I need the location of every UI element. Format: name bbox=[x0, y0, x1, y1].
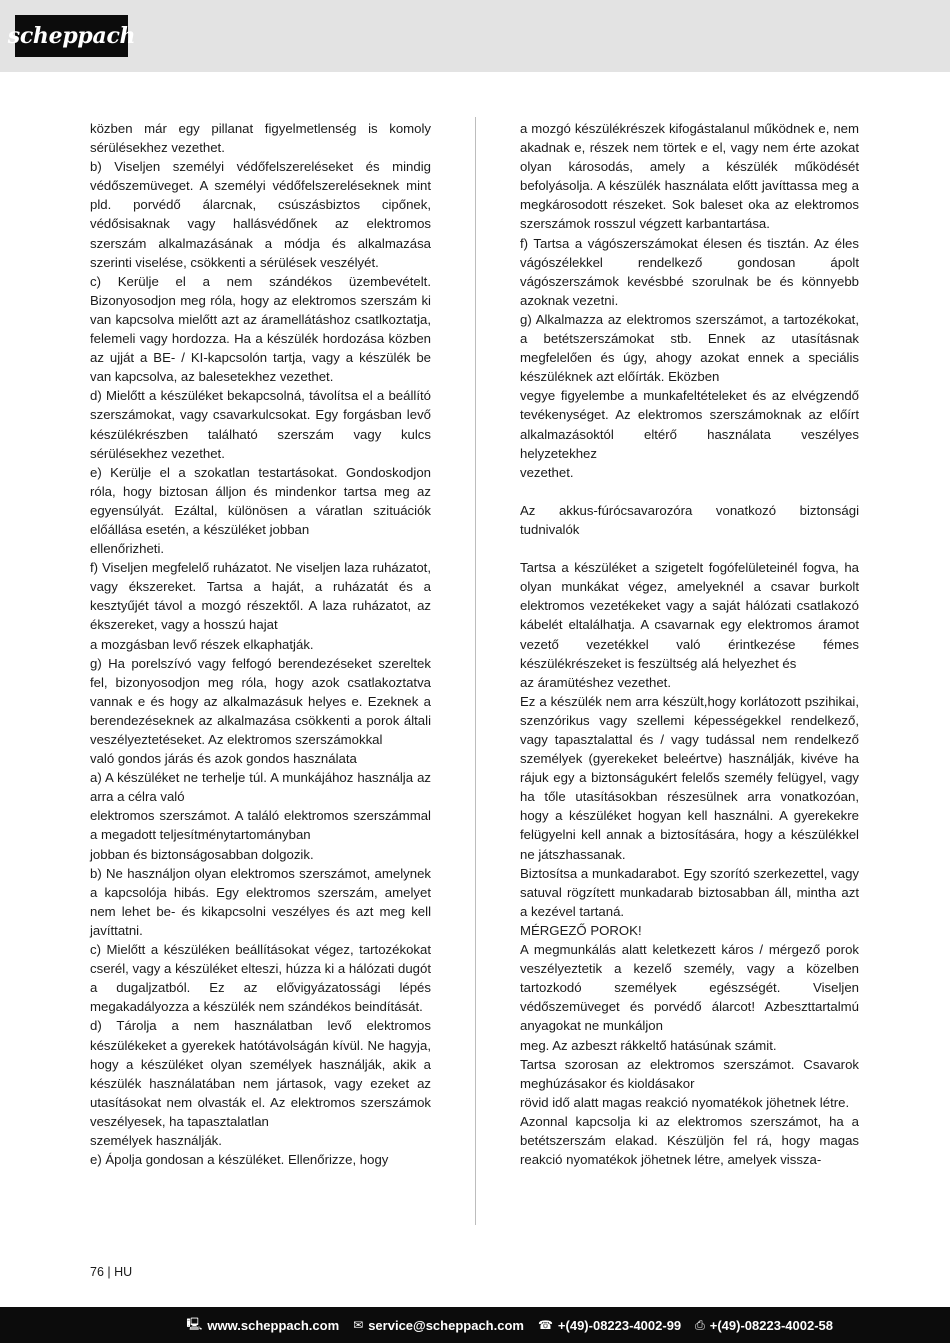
paragraph: c) Mielőtt a készüléken beállításokat végez, tartozékokat cserél, vagy a készüléket elteszi, húzza ki a hálózati dugót a dugaljzatból. Ez az elővigyázatossági lépés megakadályozza a készülék nem szándékos beindítását. bbox=[90, 942, 431, 1015]
blank-line bbox=[520, 482, 859, 501]
paragraph: e) Ápolja gondosan a készüléket. Ellenőrizze, hogy bbox=[90, 1152, 389, 1168]
footer-fax-text: +(49)-08223-4002-58 bbox=[709, 1317, 833, 1333]
brand-logo: scheppach bbox=[15, 15, 128, 57]
paragraph: közben már egy pillanat figyelmetlenség is komoly sérülésekhez vezethet. bbox=[90, 121, 431, 156]
paragraph: a mozgásban levő részek elkaphatják. bbox=[90, 636, 314, 652]
paragraph: a mozgó készülékrészek kifogástalanul működnek e, nem akadnak e, részek nem törtek e el, vagy nem érte azokat olyan károsodás, amely a készülék működését befolyásolja. A készülék használata előtt javíttassa meg a megkárosodott részeket. Sok baleset oka az elektromos szerszámok rosszul végzett karbantartása. bbox=[520, 121, 859, 232]
right-column bbox=[520, 119, 859, 1169]
warning-heading: MÉRGEZŐ POROK! bbox=[520, 922, 642, 938]
paragraph: d) Mielőtt a készüléket bekapcsolná, távolítsa el a beállító szerszámokat, vagy csavarkulcsokat. Egy forgásban levő készülékrészben található szerszám vagy kulcs sérülésekhez vezethet. bbox=[90, 388, 431, 461]
paragraph: Azonnal kapcsolja ki az elektromos szerszámot, ha a betétszerszám elakad. Készüljön fel rá, hogy magas reakció nyomatékok jöhetnek létre, amelyek vissza- bbox=[520, 1113, 859, 1168]
paragraph: b) Ne használjon olyan elektromos szerszámot, amelynek a kapcsolója hibás. Egy elektromos szerszám, amelyet nem lehet be- és kikapcsolni veszélyes és azt meg kell javíttatni. bbox=[90, 865, 431, 938]
paragraph: való gondos járás és azok gondos használata bbox=[90, 751, 357, 767]
paragraph: Ez a készülék nem arra készült,hogy korlátozott pszihikai, szenzórikus vagy szellemi képességekkel rendelkező, vagy tapasztalattal és / vagy tudással nem rendelkező személyek (gyerekeket beleértve) használják, kivéve ha rájuk egy a biztonságukért felelős személy felügyel, vagy ha tőle utasításokban részesülnek arra vonatkozóan, hogy a készüléket hogyan kell használni. A gyerekekre felügyelni kell annak a biztosítására, hogy a készülékkel ne játszhassanak. bbox=[520, 693, 859, 862]
paragraph: f) Tartsa a vágószerszámokat élesen és tisztán. Az éles vágószélekkel rendelkező gondosan ápolt vágószerszámok kevésbbé szorulnak be és könnyebb azoknak vezetni. bbox=[520, 235, 859, 308]
paragraph: meg. Az azbeszt rákkeltő hatásúnak számit. bbox=[520, 1037, 777, 1053]
page-number: 76 | HU bbox=[90, 1265, 133, 1279]
paragraph: Biztosítsa a munkadarabot. Egy szorító szerkezettel, vagy satuval rögzített munkadarab biztosabban áll, mintha azt a kezével tartaná. bbox=[520, 865, 859, 919]
phone-icon: ☎ bbox=[537, 1318, 553, 1332]
paragraph: elektromos szerszámot. A találó elektromos szerszámmal a megadott teljesítménytartományban bbox=[90, 808, 431, 843]
paragraph: jobban és biztonságosabban dolgozik. bbox=[90, 846, 314, 862]
paragraph: ellenőrizheti. bbox=[90, 541, 165, 557]
paragraph: az áramütéshez vezethet. bbox=[520, 674, 672, 690]
left-column bbox=[90, 119, 431, 1169]
paragraph: e) Kerülje el a szokatlan testartásokat. Gondoskodjon róla, hogy biztosan álljon és mindenkor tartsa meg az egyensúlyát. Ezáltal, különösen a váratlan szituációk előállása esetén, a készüléket jobban bbox=[90, 464, 431, 537]
footer-phone-text: +(49)-08223-4002-99 bbox=[557, 1317, 682, 1333]
paragraph: személyek használják. bbox=[90, 1132, 222, 1148]
paragraph: g) Ha porelszívó vagy felfogó berendezéseket szereltek fel, bizonyosodjon meg róla, hogy azok csatlakoztatva vannak e és hogy az alkalmazásuk helyes e. Ezeknek a berendezéseknek az alkalmazása csökkenti a porok általi veszélyeztetéseket. Az elektromos szerszámokkal bbox=[90, 655, 431, 747]
paragraph: f) Viseljen megfelelő ruházatot. Ne viseljen laza ruházatot, vagy ékszereket. Tartsa a haját, a ruházatát és a kesztyűjét távol a mozgó részektől. A laza ruházatot, az ékszereket, vagy a hosszú hajat bbox=[90, 560, 431, 633]
footer-phone[interactable] bbox=[538, 1318, 681, 1333]
column-divider bbox=[475, 117, 476, 1225]
paragraph: vezethet. bbox=[520, 464, 574, 480]
fax-icon: ⎙ bbox=[695, 1317, 705, 1332]
header-band bbox=[0, 0, 950, 72]
blank-line bbox=[520, 539, 859, 558]
footer-bar bbox=[0, 1307, 950, 1343]
paragraph: d) Tárolja a nem használatban levő elektromos készülékeket a gyerekek hatótávolságán kívül. Ne hagyja, hogy a készüléket olyan személyek használják, akik a készülék használatában nem jártasok, vagy ezeket az utasításokat nem olvasták el. Az elektromos szerszámok veszélyesek, ha tapasztalatlan bbox=[90, 1018, 431, 1129]
mail-icon: ✉ bbox=[353, 1318, 364, 1332]
footer-email[interactable] bbox=[353, 1318, 524, 1333]
paragraph: Tartsa a készüléket a szigetelt fogófelületeinél fogva, ha olyan munkákat végez, amelyeknél a csavar burkolt elektromos vezetékeket vagy a saját hálózati csatlakozó kábelét eltalálhatja. A csavarnak egy elektromos áramot vezető vezetékkel való érintkezése fémes készülékrészeket is feszültség alá helyezhet és bbox=[520, 560, 859, 671]
paragraph: a) A készüléket ne terhelje túl. A munkájához használja az arra a célra való bbox=[90, 770, 431, 805]
footer-email-text: service@scheppach.com bbox=[368, 1317, 524, 1333]
paragraph: Tartsa szorosan az elektromos szerszámot. Csavarok meghúzásakor és kioldásakor bbox=[520, 1056, 859, 1091]
footer-web[interactable] bbox=[186, 1315, 339, 1336]
paragraph: c) Kerülje el a nem szándékos üzembevételt. Bizonyosodjon meg róla, hogy az elektromos szerszám ki van kapcsolva mielőtt azt az áramellátáshoz csatlkoztatja, felemeli vagy hordozza. Ha a készülék hordozása közben az ujját a BE- / KI-kapcsolón tartja, vagy a készülék be van kapcsolva, az balesetekhez vezethet. bbox=[90, 273, 431, 385]
footer-fax[interactable] bbox=[695, 1318, 833, 1333]
paragraph: g) Alkalmazza az elektromos szerszámot, a tartozékokat, a betétszerszámokat stb. Ennek az utasításnak megfelelően és úgy, ahogy azokat ennek a speciális készüléknek azt előírták. Eközben bbox=[520, 311, 859, 385]
paragraph: b) Viseljen személyi védőfelszereléseket és mindig védőszemüveget. A személyi védőfelszereléseknek mint pld. porvédő álarcnak, csúszásbiztos cipőnek, védősisaknak vagy hallásvédőnek az elektromos szerszám alkalmazásának a módja és alkalmazása szerinti viselése, csökkenti a sérülések veszélyét. bbox=[90, 159, 431, 270]
section-heading: Az akkus-fúrócsavarozóra vonatkozó biztonsági tudnivalók bbox=[520, 502, 859, 537]
paragraph: A megmunkálás alatt keletkezett káros / mérgező porok veszélyeztetik a kezelő személy, vagy a közelben tartozkodó személyek egészségét. Viseljen védőszemüveget és porvédő álarcot! Azbeszttartalmú anyagokat ne munkáljon bbox=[520, 942, 859, 1034]
paragraph: rövid idő alatt magas reakció nyomatékok jöhetnek létre. bbox=[520, 1094, 850, 1110]
computer-icon: 🖳 bbox=[186, 1316, 203, 1331]
paragraph: vegye figyelembe a munkafeltételeket és az elvégzendő tevékenységet. Az elektromos szerszámoknak az előírt alkalmazásoktól eltérő használata veszélyes helyzetekhez bbox=[520, 388, 859, 461]
footer-web-text: www.scheppach.com bbox=[207, 1317, 340, 1333]
